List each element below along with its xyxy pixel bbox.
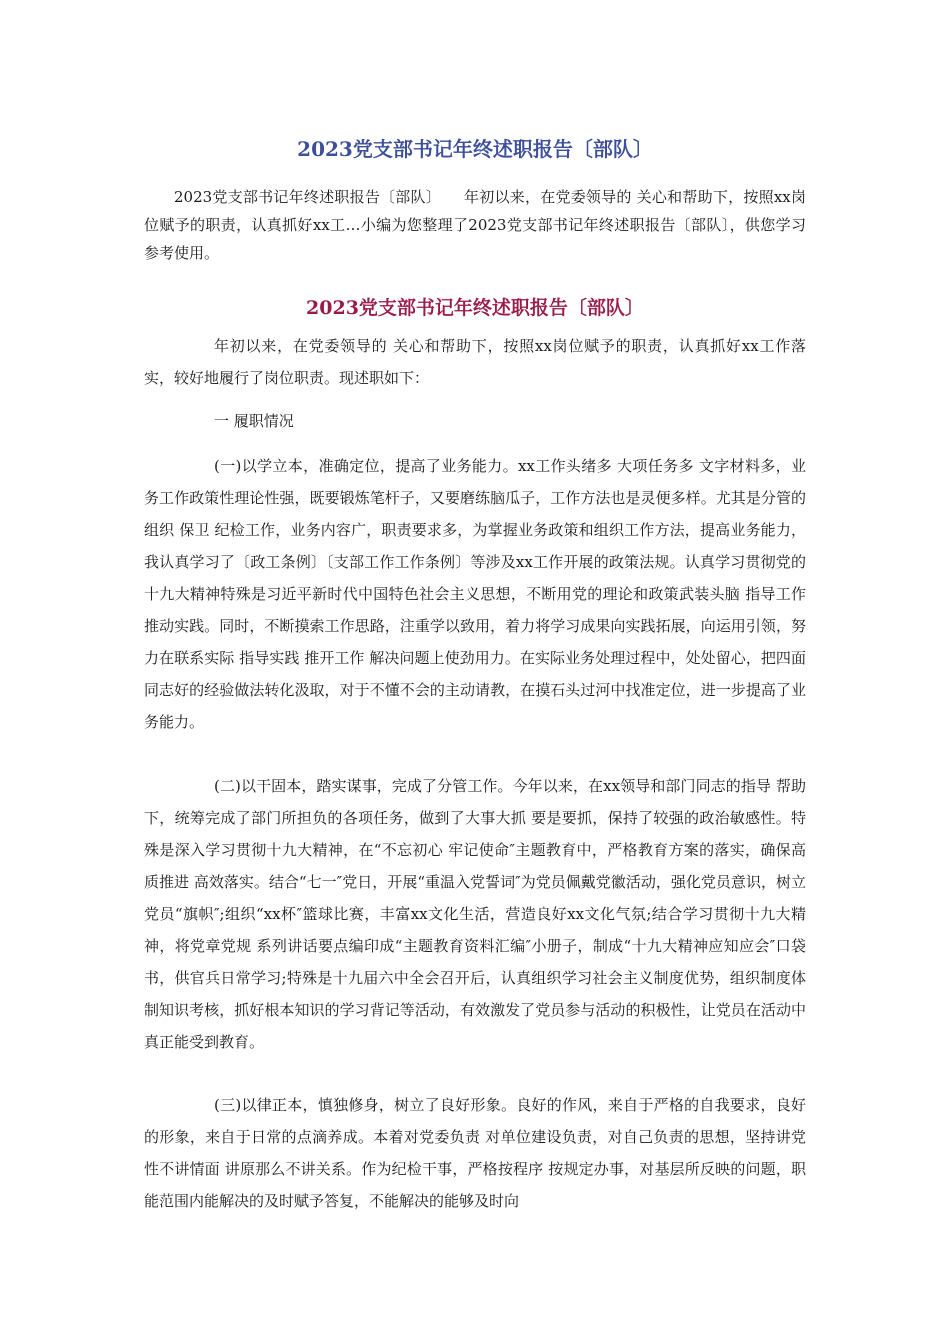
intro-paragraph: 2023党支部书记年终述职报告〔部队〕 年初以来，在党委领导的 关心和帮助下，按照xx岗位赋予的职责，认真抓好xx工…小编为您整理了2023党支部书记年终述职报告〔部队〕，供您学习参考使用。 [144, 188, 806, 262]
opening-paragraph: 年初以来，在党委领导的 关心和帮助下，按照xx岗位赋予的职责，认真抓好xx工作落实，较好地履行了岗位职责。现述职如下： [144, 337, 806, 387]
heading-performance: 一 履职情况 [214, 412, 294, 430]
section-title: 2023党支部书记年终述职报告〔部队〕 [306, 297, 644, 319]
paragraph-1: (一)以学立本，准确定位，提高了业务能力。xx工作头绪多 大项任务多 文字材料多，业务工作政策性理论性强，既要锻炼笔杆子，又要磨练脑瓜子，工作方法也是灵便多样。尤其是分管的组织 保卫 纪检工作，业务内容广，职责要求多，为掌握业务政策和组织工作方法，提高业务能力，我认真学习了〔政工条例〕〔支部工作工作条例〕等涉及xx工作开展的政策法规。认真学习贯彻党的十九大精神特殊是习近平新时代中国特色社会主义思想，不断用党的理论和政策武装头脑 指导工作 推动实践。同时，不断摸索工作思路，注重学以致用，着力将学习成果向实践拓展，向运用引领，努力在联系实际 指导实践 推开工作 解决问题上使劲用力。在实际业务处理过程中，处处留心，把四面同志好的经验做法转化汲取，对于不懂不会的主动请教，在摸石头过河中找准定位，进一步提高了业务能力。 [144, 457, 806, 731]
document-title: 2023党支部书记年终述职报告〔部队〕 [297, 137, 653, 161]
paragraph-3: (三)以律正本，慎独修身，树立了良好形象。良好的作风，来自于严格的自我要求，良好的形象，来自于日常的点滴养成。本着对党委负责 对单位建设负责，对自己负责的思想，坚持讲党性不讲情面 讲原那么不讲关系。作为纪检干事，严格按程序 按规定办事，对基层所反映的问题，职能范围内能解决的及时赋予答复，不能解决的能够及时向 [144, 1096, 806, 1210]
paragraph-2: (二)以干固本，踏实谋事，完成了分管工作。今年以来，在xx领导和部门同志的指导 帮助下，统筹完成了部门所担负的各项任务，做到了大事大抓 要是要抓，保持了较强的政治敏感性。特殊是深入学习贯彻十九大精神，在“不忘初心 牢记使命″主题教育中，严格教育方案的落实，确保高质推进 高效落实。结合“七一″党日，开展“重温入党誓词″为党员佩戴党徽活动，强化党员意识，树立党员“旗帜″;组织“xx杯″篮球比赛，丰富xx文化生活，营造良好xx文化气氛;结合学习贯彻十九大精神，将党章党规 系列讲话要点编印成“主题教育资料汇编″小册子，制成“十九大精神应知应会″口袋书，供官兵日常学习;特殊是十九届六中全会召开后，认真组织学习社会主义制度优势，组织制度体制知识考核，抓好根本知识的学习背记等活动，有效激发了党员参与活动的积极性，让党员在活动中真正能受到教育。 [144, 777, 806, 1051]
